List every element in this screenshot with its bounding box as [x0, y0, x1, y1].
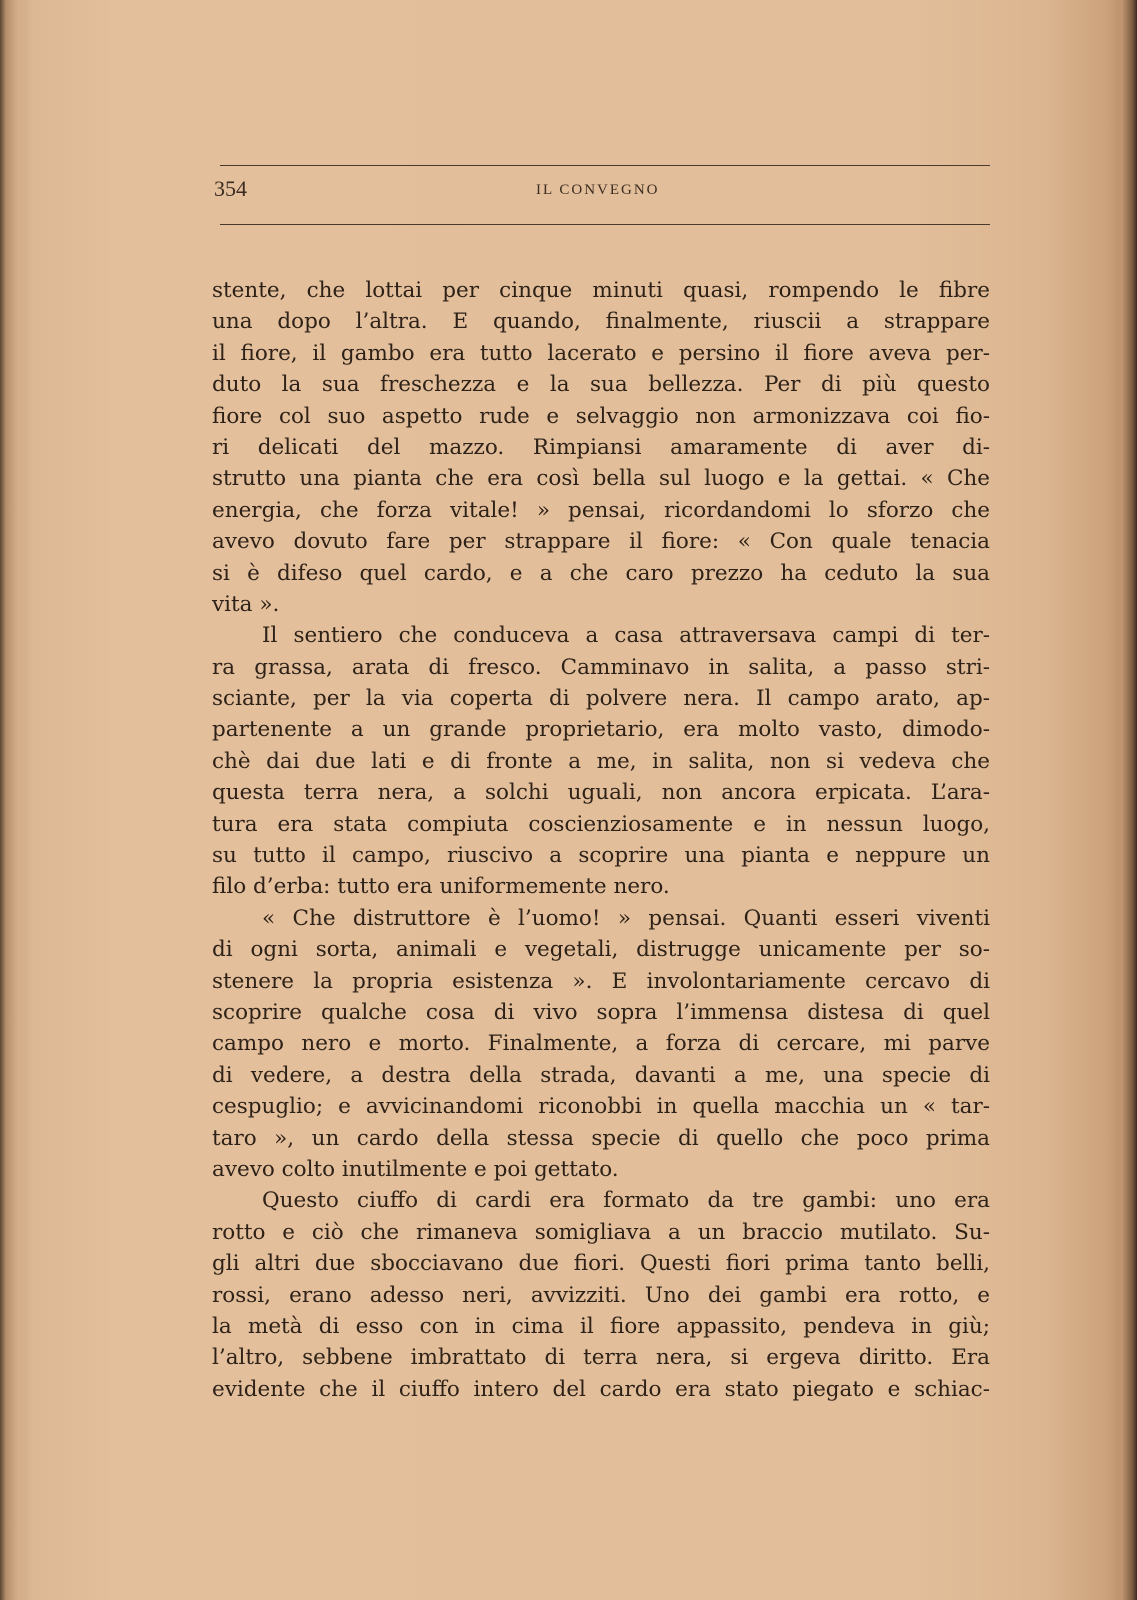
- text-line: di ogni sorta, animali e vegetali, distrugge unicamente per so-: [212, 937, 990, 963]
- text-line: Questo ciuffo di cardi era formato da tre gambi: uno era: [262, 1188, 990, 1214]
- page-number: 354: [214, 176, 247, 201]
- header-rule-top: [220, 165, 990, 166]
- text-line: ri delicati del mazzo. Rimpiansi amaramente di aver di-: [212, 434, 990, 460]
- body-text: [212, 275, 990, 1405]
- text-line: strutto una pianta che era così bella sul luogo e la gettai. « Che: [212, 466, 990, 492]
- text-line: campo nero e morto. Finalmente, a forza di cercare, mi parve: [212, 1031, 990, 1057]
- text-line: vita ».: [212, 591, 280, 617]
- text-line: avevo dovuto fare per strappare il fiore: « Con quale tenacia: [212, 529, 990, 555]
- text-line: cespuglio; e avvicinandomi riconobbi in quella macchia un « tar-: [212, 1094, 990, 1120]
- text-line: il fiore, il gambo era tutto lacerato e persino il fiore aveva per-: [212, 340, 990, 366]
- text-line: tura era stata compiuta coscienziosamente e in nessun luogo,: [212, 811, 990, 837]
- text-line: la metà di esso con in cima il fiore appassito, pendeva in giù;: [212, 1313, 990, 1339]
- page-edge-shadow: [1107, 0, 1137, 1600]
- text-line: questa terra nera, a solchi uguali, non ancora erpicata. L’ara-: [212, 780, 990, 806]
- text-line: l’altro, sebbene imbrattato di terra nera, si ergeva diritto. Era: [212, 1345, 990, 1371]
- text-line: rotto e ciò che rimaneva somigliava a un braccio mutilato. Su-: [212, 1219, 990, 1245]
- text-line: ra grassa, arata di fresco. Camminavo in salita, a passo stri-: [212, 654, 990, 680]
- text-line: energia, che forza vitale! » pensai, ricordandomi lo sforzo che: [212, 497, 990, 523]
- text-line: stenere la propria esistenza ». E involontariamente cercavo di: [212, 968, 990, 994]
- text-line: gli altri due sbocciavano due fiori. Questi fiori prima tanto belli,: [212, 1251, 990, 1277]
- text-line: rossi, erano adesso neri, avvizziti. Uno dei gambi era rotto, e: [212, 1282, 990, 1308]
- text-line: partenente a un grande proprietario, era molto vasto, dimodo-: [212, 717, 990, 743]
- text-line: filo d’erba: tutto era uniformemente nero.: [212, 874, 670, 900]
- text-line: di vedere, a destra della strada, davanti a me, una specie di: [212, 1062, 990, 1088]
- text-line: si è difeso quel cardo, e a che caro prezzo ha ceduto la sua: [212, 560, 990, 586]
- text-line: sciante, per la via coperta di polvere nera. Il campo arato, ap-: [212, 686, 990, 712]
- text-line: scoprire qualche cosa di vivo sopra l’immensa distesa di quel: [212, 999, 990, 1025]
- text-line: fiore col suo aspetto rude e selvaggio non armonizzava coi fio-: [212, 403, 990, 429]
- text-line: stente, che lottai per cinque minuti quasi, rompendo le fibre: [212, 278, 990, 303]
- running-head: IL CONVEGNO: [536, 182, 660, 198]
- text-line: su tutto il campo, riuscivo a scoprire una pianta e neppure un: [212, 843, 990, 869]
- text-line: una dopo l’altra. E quando, finalmente, riuscii a strappare: [212, 309, 990, 335]
- text-line: Il sentiero che conduceva a casa attraversava campi di ter-: [262, 623, 990, 649]
- header-rule-bottom: [220, 224, 990, 225]
- text-line: evidente che il ciuffo intero del cardo era stato piegato e schiac-: [212, 1376, 990, 1402]
- text-line: duto la sua freschezza e la sua bellezza. Per di più questo: [212, 372, 990, 398]
- text-line: taro », un cardo della stessa specie di quello che poco prima: [212, 1125, 990, 1151]
- text-line: avevo colto inutilmente e poi gettato.: [212, 1156, 619, 1182]
- page-binding-shadow: [0, 0, 30, 1600]
- text-line: « Che distruttore è l’uomo! » pensai. Quanti esseri viventi: [262, 905, 990, 931]
- text-line: chè dai due lati e di fronte a me, in salita, non si vedeva che: [212, 748, 990, 774]
